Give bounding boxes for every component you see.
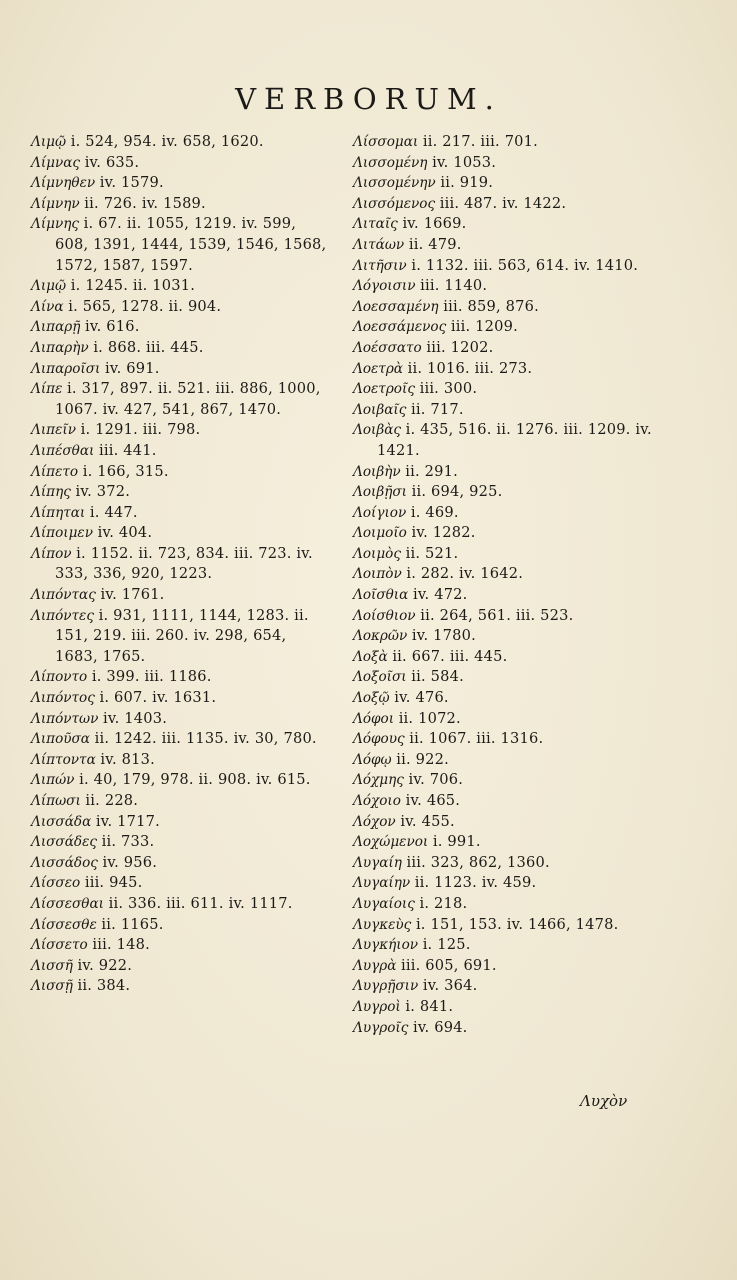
left-index-column [31,132,331,997]
index-entry [31,462,331,483]
index-entry [31,544,331,585]
index-entry [31,420,331,441]
index-entry [353,688,653,709]
index-entry [31,812,331,833]
headword: Λόφους [353,731,405,748]
headword: Λισσόμενος [353,195,436,212]
headword: Λοίσθιον [353,607,416,624]
line-references: i. 841. [405,997,454,1015]
headword: Λισσῇ [31,978,73,995]
page-header: VERBORUM. [235,82,502,116]
line-references: i. 565, 1278. ii. 904. [68,297,222,315]
line-references: i. 1132. iii. 563, 614. iv. 1410. [411,256,639,274]
line-references: i. 67. ii. 1055, 1219. iv. 599, 608, 1391, 1444, 1539, 1546, 1568, 1572, 1587, 1597. [55,215,327,274]
index-entry [31,976,331,997]
headword: Λίμνας [31,154,81,171]
line-references: ii. 717. [410,400,464,418]
line-references: iii. 441. [99,441,157,459]
index-entry [31,153,331,174]
index-entry [353,214,653,235]
line-references: iii. 1209. [450,318,518,336]
headword: Λιπόντος [31,690,95,707]
headword: Λισσάδος [31,854,98,871]
index-entry [353,153,653,174]
headword: Λοξῷ [353,690,390,707]
line-references: i. 125. [422,936,471,954]
index-entry [353,832,653,853]
index-entry [31,750,331,771]
headword: Λίσσομαι [353,134,419,150]
headword: Λίπε [31,381,63,398]
index-entry [31,132,331,153]
headword: Λίπετο [31,463,79,480]
line-references: iv. 1717. [95,812,160,830]
headword: Λίπηται [31,504,86,521]
index-entry [353,523,653,544]
line-references: i. 40, 179, 978. ii. 908. iv. 615. [79,771,311,789]
index-entry [31,317,331,338]
index-entry [353,647,653,668]
index-entry [353,873,653,894]
line-references: ii. 1016. iii. 273. [407,359,533,377]
headword: Λοιβὴν [353,463,401,480]
line-references: iv. 813. [100,750,155,768]
index-entry [353,420,653,461]
headword: Λοέσσατο [353,339,422,356]
index-entry [31,956,331,977]
index-entry [353,482,653,503]
headword: Λόφῳ [353,751,392,768]
headword: Λόχον [353,813,396,830]
line-references: ii. 479. [408,235,462,253]
line-references: ii. 217. iii. 701. [422,133,538,150]
index-entry [31,585,331,606]
index-entry [353,956,653,977]
headword: Λιταῖς [353,216,398,233]
headword: Λιπόντων [31,710,99,727]
line-references: i. 151, 153. iv. 1466, 1478. [415,915,619,933]
line-references: i. 931, 1111, 1144, 1283. ii. 151, 219. iii. 260. iv. 298, 654, 1683, 1765. [55,606,309,665]
headword: Λοξὰ [353,648,388,665]
line-references: iv. 364. [422,977,478,995]
headword: Λισσάδα [31,813,92,830]
index-entry [353,317,653,338]
index-entry [31,935,331,956]
index-entry [31,873,331,894]
index-entry [353,997,653,1018]
index-entry [31,915,331,936]
index-entry [31,173,331,194]
line-references: iv. 1780. [411,627,476,645]
line-references: iv. 635. [84,153,140,171]
index-entry [353,462,653,483]
headword: Λοιμὸς [353,545,401,562]
line-references: i. 317, 897. ii. 521. iii. 886, 1000, 1067. iv. 427, 541, 867, 1470. [55,380,321,418]
headword: Λυγκήιον [353,937,419,954]
index-entry [31,791,331,812]
line-references: iii. 148. [92,936,150,954]
right-index-column [353,132,653,1038]
line-references: i. 469. [410,503,459,521]
headword: Λισσάδες [31,834,97,851]
line-references: i. 607. iv. 1631. [99,689,217,707]
headword: Λισσομένη [353,154,428,171]
index-entry [353,976,653,997]
headword: Λιπών [31,772,75,789]
line-references: iii. 323, 862, 1360. [406,853,550,871]
headword: Λοεσσάμενος [353,319,447,336]
headword: Λόφοι [353,710,395,727]
line-references: iv. 956. [102,853,158,871]
headword: Λίπτοντα [31,751,96,768]
line-references: i. 524, 954. iv. 658, 1620. [70,133,264,150]
line-references: iv. 1579. [99,174,164,192]
headword: Λιπεῖν [31,422,76,439]
headword: Λιπαρῇ [31,319,81,336]
index-entry [353,812,653,833]
headword: Λιπόντας [31,587,96,604]
headword: Λιτῆσιν [353,257,407,274]
line-references: i. 282. iv. 1642. [406,565,524,583]
line-references: iii. 945. [84,874,143,892]
index-entry [31,770,331,791]
headword: Λοιπὸν [353,566,402,583]
headword: Λοιβῇσι [353,484,407,501]
line-references: i. 868. iii. 445. [93,338,204,356]
headword: Λόχοιο [353,793,401,809]
index-entry [31,688,331,709]
index-entry [353,400,653,421]
index-entry [353,585,653,606]
headword: Λίσσεσθαι [31,895,104,912]
headword: Λοίγιον [353,504,407,521]
index-entry [353,173,653,194]
line-references: iii. 1202. [426,338,494,356]
headword: Λυγροὶ [353,998,401,1015]
index-entry [353,256,653,277]
index-entry [31,606,331,668]
headword: Λιπαρὴν [31,339,89,356]
headword: Λιποῦσα [31,731,90,748]
line-references: ii. 1072. [398,709,461,727]
line-references: ii. 1165. [101,915,164,933]
headword: Λυγαίην [353,875,411,892]
line-references: iv. 922. [77,956,133,974]
line-references: ii. 1123. iv. 459. [414,874,537,892]
index-entry [353,709,653,730]
index-entry [353,379,653,400]
index-entry [353,132,653,153]
headword: Λίμνης [31,216,80,233]
headword: Λοῖσθια [353,587,409,604]
line-references: i. 1152. ii. 723, 834. iii. 723. iv. 333, 336, 920, 1223. [55,544,313,583]
headword: Λυγαίη [353,854,402,871]
index-entry [31,379,331,420]
headword: Λιπέσθαι [31,442,95,459]
catchword: Λυχὸν [580,1092,628,1110]
index-entry [31,729,331,750]
line-references: iii. 487. iv. 1422. [439,194,567,212]
line-references: iv. 372. [75,483,131,501]
line-references: iv. 1761. [100,586,165,604]
line-references: iv. 694. [412,1018,468,1036]
index-entry [353,791,653,812]
index-entry [353,564,653,585]
line-references: i. 218. [419,894,468,912]
index-entry [31,709,331,730]
headword: Λιμῷ [31,278,67,295]
index-entry [353,194,653,215]
index-entry [31,894,331,915]
line-references: ii. 726. iv. 1589. [84,194,206,212]
headword: Λοιμοῖο [353,525,407,542]
headword: Λιτάων [353,236,405,253]
index-entry [31,503,331,524]
index-entry [353,894,653,915]
line-references: iv. 476. [394,689,449,707]
line-references: iv. 465. [405,792,461,809]
index-entry [353,770,653,791]
headword: Λυγρὰ [353,957,397,974]
headword: Λοξοῖσι [353,669,407,686]
line-references: ii. 1067. iii. 1316. [409,730,544,748]
line-references: iii. 605, 691. [401,956,497,974]
line-references: ii. 336. iii. 611. iv. 1117. [108,894,293,912]
line-references: ii. 228. [85,792,139,809]
line-references: ii. 584. [411,668,464,686]
headword: Λισσομένην [353,175,436,192]
index-entry [353,935,653,956]
line-references: iv. 404. [97,524,153,542]
index-entry [31,194,331,215]
headword: Λίποντο [31,669,88,686]
headword: Λυγρῇσιν [353,978,419,995]
index-entry [353,626,653,647]
line-references: iv. 1053. [432,153,497,171]
line-references: i. 1245. ii. 1031. [70,277,196,295]
line-references: ii. 919. [440,174,494,192]
index-entry [31,276,331,297]
headword: Λίμνην [31,195,80,212]
headword: Λοετροῖς [353,381,415,398]
index-entry [31,338,331,359]
index-entry [31,523,331,544]
headword: Λίμνηθεν [31,175,96,192]
headword: Λίνα [31,298,64,315]
line-references: iv. 706. [408,771,464,789]
headword: Λυγαίοις [353,895,415,912]
line-references: ii. 667. iii. 445. [392,647,508,665]
index-entry [31,297,331,318]
index-entry [353,1018,653,1039]
line-references: ii. 264, 561. iii. 523. [420,606,574,624]
headword: Λίσσεσθε [31,916,97,933]
line-references: ii. 1242. iii. 1135. iv. 30, 780. [94,730,317,748]
headword: Λιπόντες [31,607,94,624]
headword: Λοχώμενοι [353,834,429,851]
line-references: ii. 694, 925. [411,483,503,501]
line-references: ii. 291. [405,462,458,480]
headword: Λιπαροῖσι [31,360,101,377]
line-references: ii. 922. [396,750,449,768]
headword: Λίπωσι [31,793,81,809]
index-entry [353,667,653,688]
headword: Λοεσσαμένη [353,298,439,315]
index-entry [353,853,653,874]
index-entry [353,359,653,380]
headword: Λόχμης [353,772,404,789]
line-references: iv. 1403. [103,709,168,727]
headword: Λίσσετο [31,937,88,954]
index-entry [31,667,331,688]
headword: Λισσῆ [31,957,73,974]
headword: Λοιβαῖς [353,401,407,418]
line-references: i. 447. [89,503,138,521]
line-references: iii. 859, 876. [443,297,539,315]
line-references: iv. 1282. [411,524,476,542]
index-entry [353,297,653,318]
headword: Λίπον [31,545,72,562]
line-references: i. 399. iii. 1186. [91,668,212,686]
index-entry [353,276,653,297]
index-entry [353,503,653,524]
headword: Λοιβὰς [353,422,401,439]
index-entry [31,214,331,276]
index-entry [353,750,653,771]
headword: Λοετρὰ [353,360,403,377]
line-references: i. 435, 516. ii. 1276. iii. 1209. iv. 1421. [377,421,652,459]
headword: Λυγροῖς [353,1019,409,1036]
line-references: i. 991. [432,833,481,851]
index-entry [31,853,331,874]
line-references: ii. 521. [405,544,459,562]
line-references: i. 166, 315. [82,462,169,480]
index-entry [353,544,653,565]
index-entry [353,235,653,256]
line-references: iv. 1669. [402,215,467,233]
line-references: iii. 1140. [420,277,488,295]
index-entry [353,915,653,936]
headword: Λυγκεὺς [353,916,412,933]
line-references: ii. 733. [101,833,155,851]
headword: Λιμῷ [31,134,67,150]
index-entry [31,441,331,462]
line-references: i. 1291. iii. 798. [80,421,201,439]
headword: Λίπης [31,484,71,501]
index-entry [31,832,331,853]
line-references: iv. 472. [412,586,468,604]
line-references: iv. 691. [105,359,160,377]
line-references: iii. 300. [419,380,478,398]
line-references: ii. 384. [77,977,131,995]
index-entry [31,482,331,503]
headword: Λοκρῶν [353,628,408,645]
index-entry [31,359,331,380]
headword: Λίσσεο [31,875,81,892]
index-entry [353,729,653,750]
line-references: iv. 616. [85,318,140,336]
line-references: iv. 455. [400,812,455,830]
headword: Λίποιμεν [31,525,93,542]
index-entry [353,338,653,359]
headword: Λόγοισιν [353,278,416,295]
index-entry [353,606,653,627]
